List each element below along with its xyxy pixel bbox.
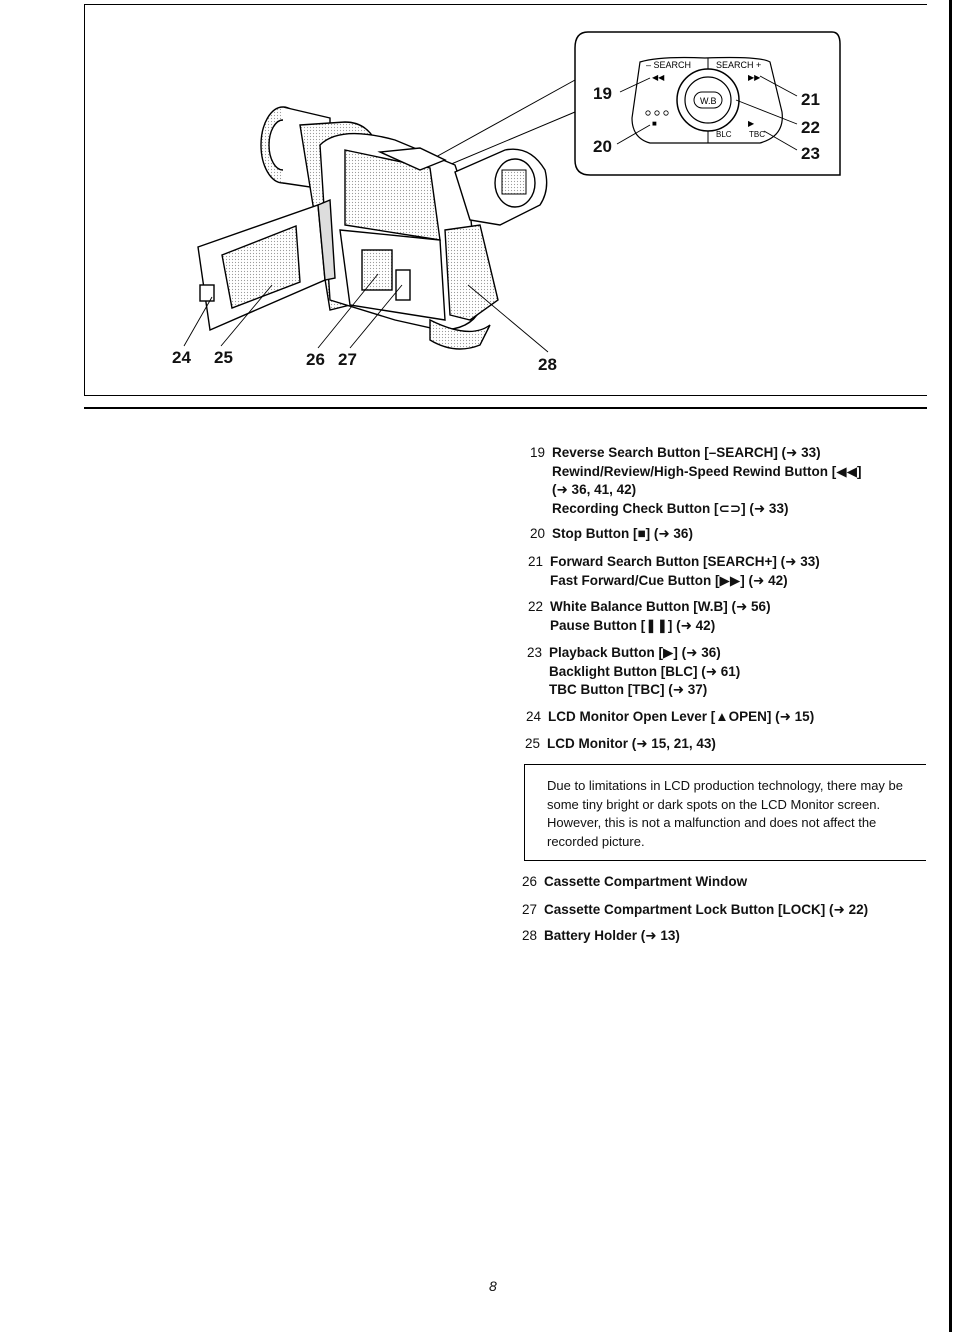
part-25 [525, 735, 716, 754]
callout-24: 24 [172, 348, 191, 367]
part-27 [522, 901, 868, 920]
stop-label: ■ [652, 119, 657, 128]
part-line: Playback Button [▶] (➜ 36) [549, 645, 721, 660]
part-line: Recording Check Button [⊂⊃] (➜ 33) [552, 500, 789, 516]
search-plus-label: SEARCH + [716, 60, 762, 70]
part-number: 22 [528, 599, 544, 614]
part-number: 24 [526, 709, 542, 724]
part-number: 19 [530, 445, 546, 460]
part-number: 20 [530, 526, 546, 541]
camcorder-illustration [0, 0, 954, 410]
part-line: (➜ 36, 41, 42) [552, 482, 637, 497]
lcd-note-text: Due to limitations in LCD production technology, there may be some tiny bright or dark spots on the LCD Monitor screen. However, this is not a malfunction and does not affect the recorded picture. [547, 778, 904, 849]
part-line: LCD Monitor Open Lever [▲OPEN] (➜ 15) [548, 709, 815, 724]
part-number: 23 [527, 645, 543, 660]
part-line: White Balance Button [W.B] (➜ 56) [550, 599, 771, 614]
part-26 [522, 873, 747, 892]
part-number: 26 [522, 874, 538, 889]
part-number: 21 [528, 554, 544, 569]
part-22 [528, 598, 771, 635]
part-number: 27 [522, 902, 538, 917]
part-23 [527, 644, 740, 700]
callout-19: 19 [593, 84, 612, 103]
part-line: Pause Button [❚❚] (➜ 42) [550, 617, 716, 633]
fast-forward-label: ▶▶ [748, 73, 761, 82]
part-line: LCD Monitor (➜ 15, 21, 43) [547, 736, 716, 751]
part-line: TBC Button [TBC] (➜ 37) [549, 682, 708, 697]
part-20 [530, 525, 693, 544]
blc-label: BLC [716, 130, 732, 139]
part-24 [526, 708, 814, 727]
part-line: Fast Forward/Cue Button [▶▶] (➜ 42) [550, 572, 788, 588]
callout-21: 21 [801, 90, 820, 109]
callout-20: 20 [593, 137, 612, 156]
rewind-label: ◀◀ [652, 73, 665, 82]
part-number: 28 [522, 928, 538, 943]
callout-26: 26 [306, 350, 325, 369]
part-19 [530, 444, 862, 518]
callout-22: 22 [801, 118, 820, 137]
part-line: Cassette Compartment Window [544, 874, 748, 889]
lcd-monitor [198, 200, 335, 330]
callout-25: 25 [214, 348, 233, 367]
search-minus-label: – SEARCH [646, 60, 692, 70]
part-line: Reverse Search Button [–SEARCH] (➜ 33) [552, 445, 821, 460]
part-21 [528, 553, 820, 590]
play-label: ▶ [748, 119, 755, 128]
part-line: Stop Button [■] (➜ 36) [552, 526, 693, 541]
part-line: Forward Search Button [SEARCH+] (➜ 33) [550, 554, 820, 569]
part-28 [522, 927, 680, 946]
part-line: Cassette Compartment Lock Button [LOCK] (➜ 22) [544, 902, 869, 917]
callout-23: 23 [801, 144, 820, 163]
callout-28: 28 [538, 355, 557, 374]
page-number: 8 [489, 1278, 497, 1294]
cassette-window [362, 250, 392, 290]
part-number: 25 [525, 736, 541, 751]
tbc-label: TBC [749, 130, 765, 139]
wb-label: W.B [700, 96, 717, 106]
part-line: Backlight Button [BLC] (➜ 61) [549, 663, 741, 679]
part-line: Battery Holder (➜ 13) [544, 928, 680, 943]
callout-27: 27 [338, 350, 357, 369]
lcd-note-box [524, 764, 926, 861]
part-line: Rewind/Review/High-Speed Rewind Button [◀◀] [552, 463, 862, 479]
battery-holder-area [445, 225, 498, 320]
cassette-lock [396, 270, 410, 300]
